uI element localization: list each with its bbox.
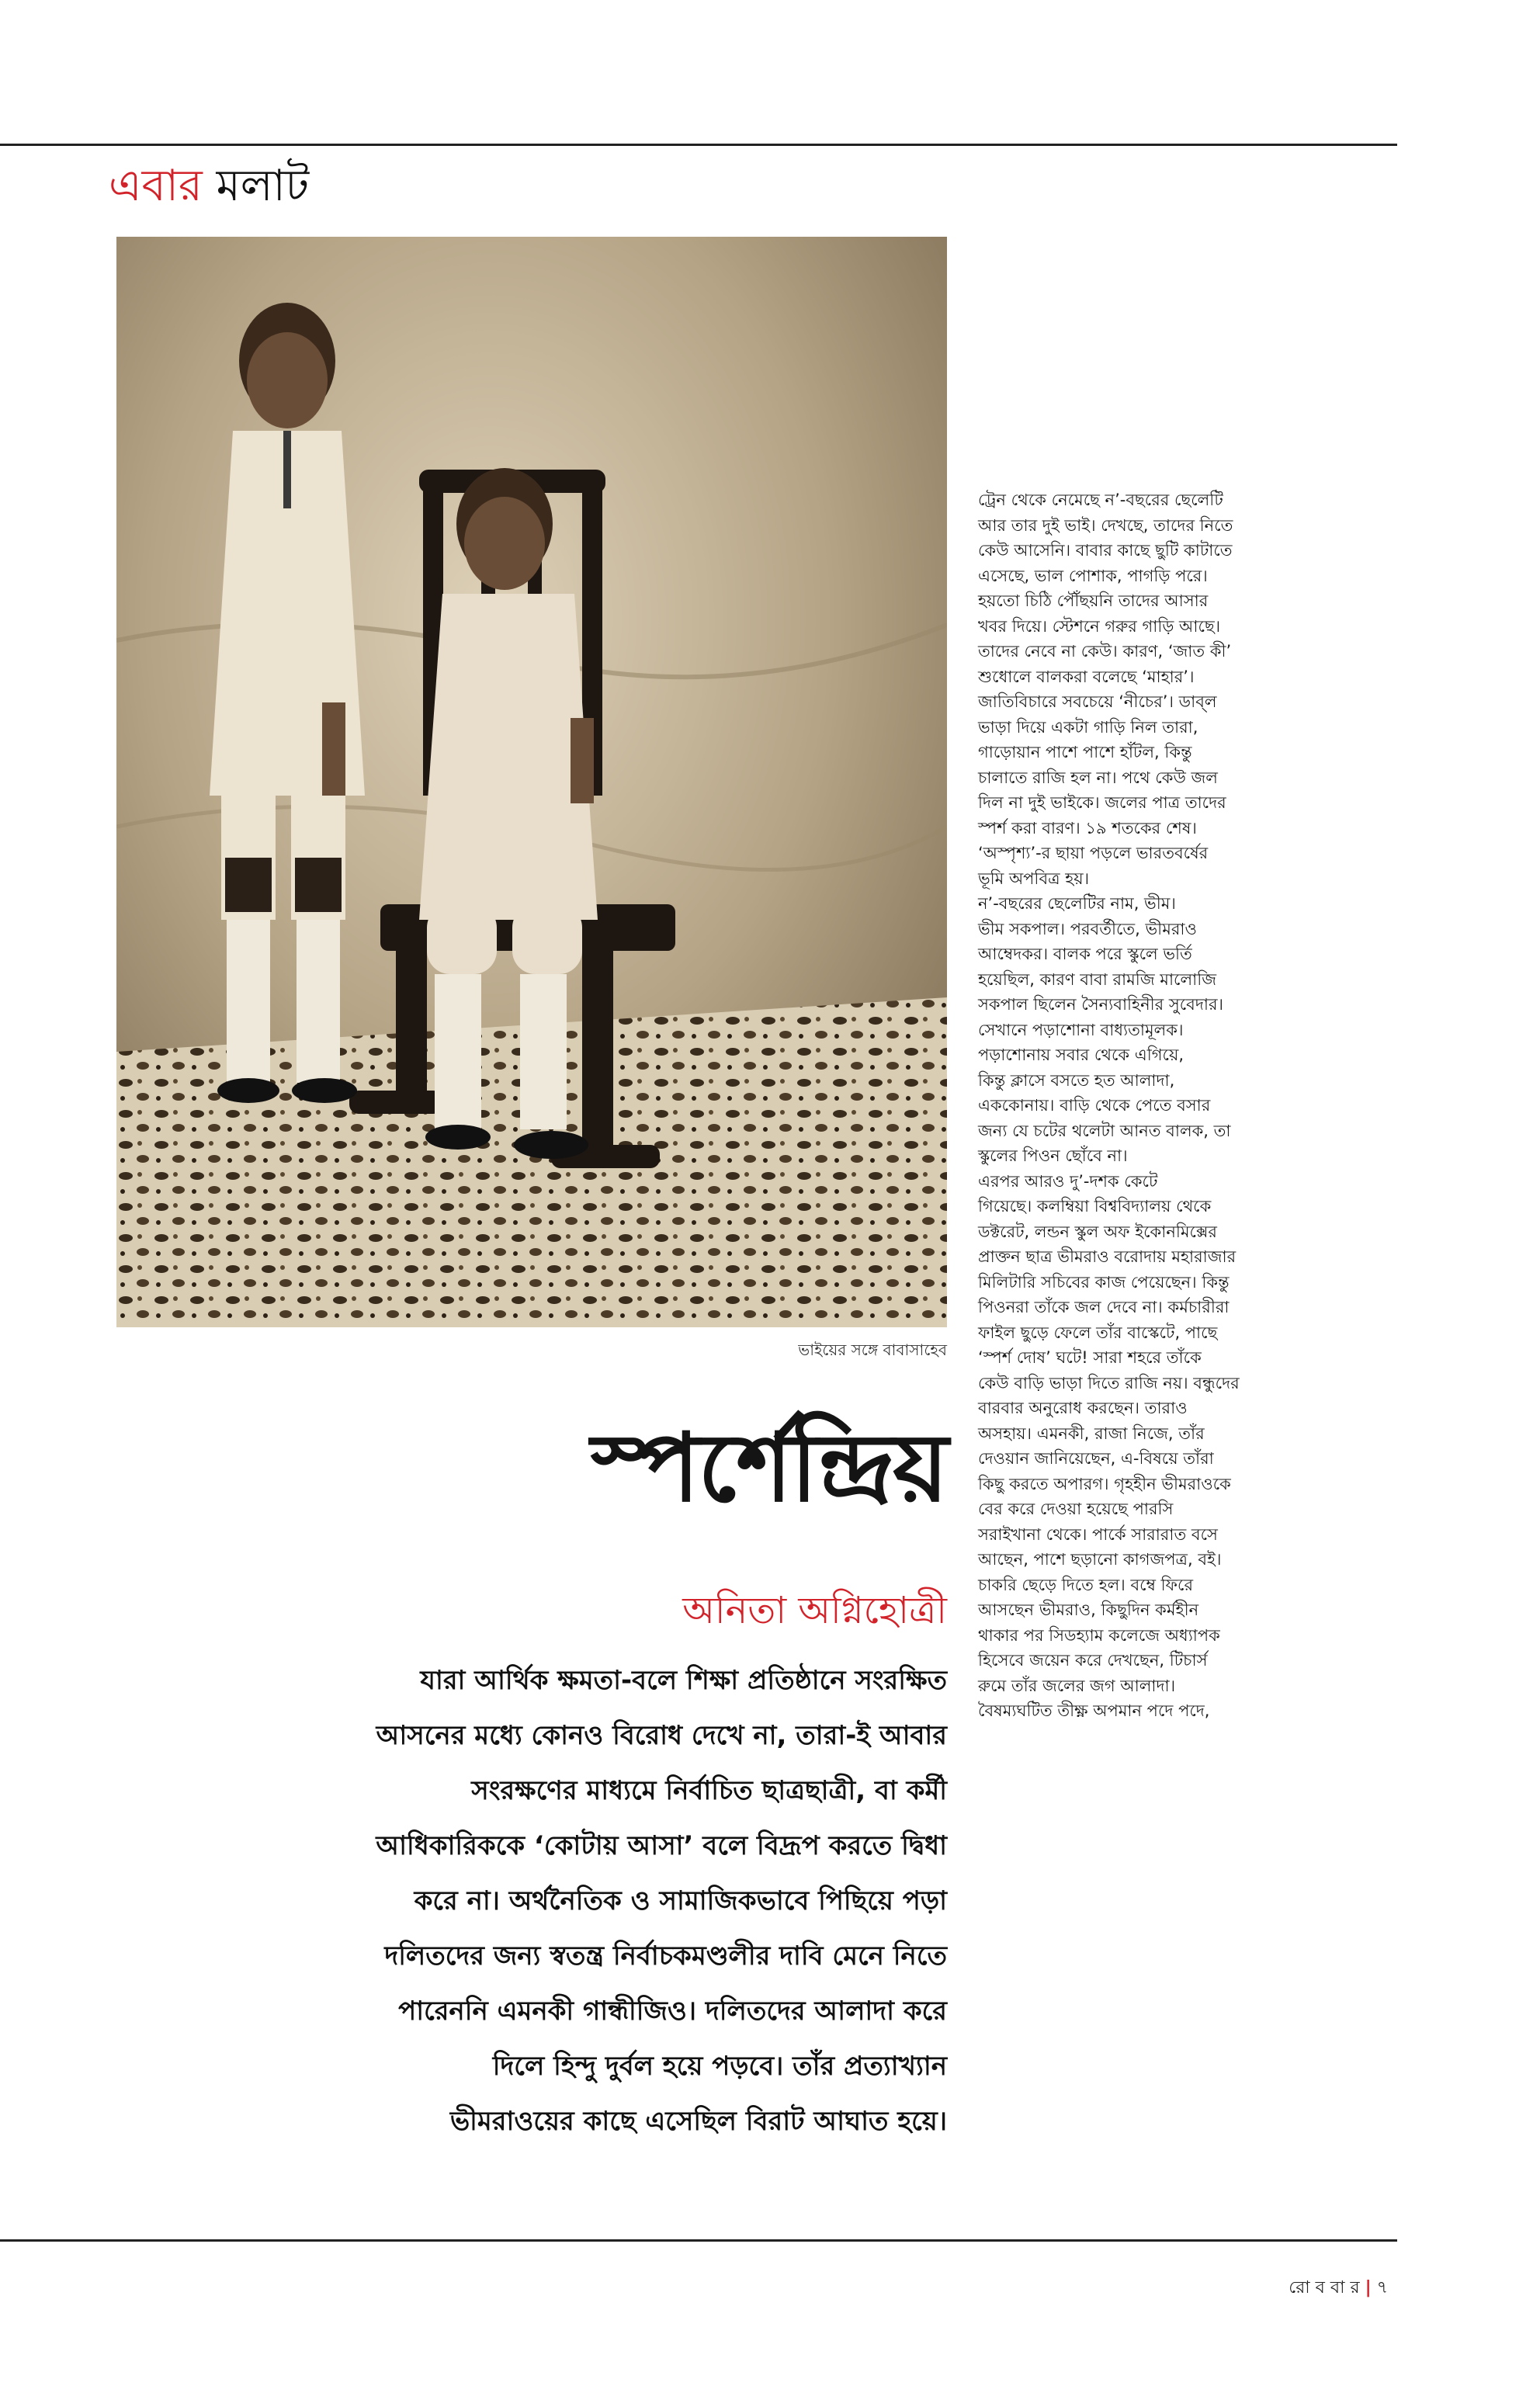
body-line: আর তার দুই ভাই। দেখছে, তাদের নিতে: [978, 515, 1233, 535]
body-line: বারবার অনুরোধ করছেন। তারাও: [978, 1399, 1188, 1417]
body-line: কিন্তু ক্লাসে বসতে হত আলাদা,: [978, 1070, 1175, 1090]
body-line: দিল না দুই ভাইকে। জলের পাত্র তাদের: [978, 793, 1226, 812]
section-name: মলাট: [216, 161, 310, 211]
article-title: স্পর্শেন্দ্রিয়: [591, 1411, 947, 1523]
standfirst-line: ভীমরাওয়ের কাছে এসেছিল বিরাট আঘাত হয়ে।: [449, 2106, 947, 2137]
body-line: পড়াশোনায় সবার থেকে এগিয়ে,: [978, 1046, 1184, 1064]
body-line: কেউ আসেনি। বাবার কাছে ছুটি কাটাতে: [978, 541, 1233, 560]
body-line: জাতিবিচারে সবচেয়ে ‘নীচের’। ডাব্‌ল: [978, 692, 1217, 711]
body-line: সরাইখানা থেকে। পার্কে সারারাত বসে: [978, 1524, 1218, 1544]
body-line: আসছেন ভীমরাও, কিছুদিন কর্মহীন: [978, 1601, 1199, 1619]
body-line: কেউ বাড়ি ভাড়া দিতে রাজি নয়। বন্ধুদের: [978, 1373, 1240, 1392]
body-line: হয়েছিল, কারণ বাবা রামজি মালোজি: [978, 969, 1217, 989]
body-line: এসেছে, ভাল পোশাক, পাগড়ি পরে।: [978, 566, 1208, 585]
footer-separator: |: [1365, 2278, 1372, 2298]
body-line: সেখানে পড়াশোনা বাধ্যতামূলক।: [978, 1020, 1184, 1039]
body-line: ‘অস্পৃশ্য’-র ছায়া পড়লে ভারতবর্ষের: [978, 844, 1209, 862]
body-line: বের করে দেওয়া হয়েছে পারসি: [978, 1500, 1174, 1518]
body-line: তাদের নেবে না কেউ। কারণ, ‘জাত কী’: [978, 642, 1232, 661]
body-line: সকপাল ছিলেন সৈন্যবাহিনীর সুবেদার।: [978, 995, 1224, 1014]
body-line: ‘স্পর্শ দোষ’ ঘটে! সারা শহরে তাঁকে: [978, 1348, 1202, 1367]
body-line: আছেন, পাশে ছড়ানো কাগজপত্র, বই।: [978, 1550, 1222, 1569]
page-number: ৭: [1376, 2278, 1388, 2298]
body-line: মিলিটারি সচিবের কাজ পেয়েছেন। কিন্তু: [978, 1272, 1230, 1292]
standfirst-line: পারেননি এমনকী গান্ধীজিও। দলিতদের আলাদা করে: [398, 1996, 947, 2027]
body-line: দেওয়ান জানিয়েছেন, এ-বিষয়ে তাঁরা: [978, 1449, 1214, 1468]
body-line: ভাড়া দিয়ে একটা গাড়ি নিল তারা,: [978, 717, 1198, 737]
magazine-name: রো ব বা র: [1289, 2278, 1360, 2298]
body-line: এরপর আরও দু’-দশক কেটে: [978, 1171, 1158, 1191]
bottom-rule: [0, 2239, 1397, 2242]
body-line: কিছু করতে অপারগ। গৃহহীন ভীমরাওকে: [978, 1474, 1231, 1493]
standfirst-line: দলিতদের জন্য স্বতন্ত্র নির্বাচকমণ্ডলীর দাবি মেনে নিতে: [384, 1940, 947, 1972]
section-highlight: এবার: [109, 161, 203, 211]
body-column: [978, 487, 1413, 1724]
body-line: থাকার পর সিডহ্যাম কলেজে অধ্যাপক: [978, 1625, 1220, 1645]
body-line: ভূমি অপবিত্র হয়।: [978, 869, 1090, 888]
body-line: গাড়োয়ান পাশে পাশে হাঁটল, কিন্তু: [978, 743, 1192, 761]
body-line: হিসেবে জয়েন করে দেখছেন, টিচার্স: [978, 1651, 1208, 1670]
body-line: প্রাক্তন ছাত্র ভীমরাও বরোদায় মহারাজার: [978, 1247, 1237, 1266]
author-name: অনিতা অগ্নিহোত্রী: [682, 1589, 947, 1632]
body-line: রুমে তাঁর জলের জগ আলাদা।: [978, 1676, 1176, 1695]
body-line: ন’-বছরের ছেলেটির নাম, ভীম।: [978, 894, 1176, 913]
body-line: ফাইল ছুড়ে ফেলে তাঁর বাস্কেটে, পাছে: [978, 1323, 1218, 1342]
body-line: চাকরি ছেড়ে দিতে হল। বম্বে ফিরে: [978, 1575, 1193, 1594]
body-line: আম্বেদকর। বালক পরে স্কুলে ভর্তি: [978, 945, 1192, 963]
body-line: গিয়েছে। কলম্বিয়া বিশ্ববিদ্যালয় থেকে: [978, 1197, 1212, 1216]
body-line: ডক্টরেট, লন্ডন স্কুল অফ ইকোনমিক্সের: [978, 1222, 1217, 1241]
body-line: খবর দিয়ে। স্টেশনে গরুর গাড়ি আছে।: [978, 616, 1221, 636]
body-line: শুধোলে বালকরা বলেছে ‘মাহার’।: [978, 667, 1195, 686]
standfirst-line: যারা আর্থিক ক্ষমতা-বলে শিক্ষা প্রতিষ্ঠানে সংরক্ষিত: [420, 1665, 947, 1696]
body-line: ভীম সকপাল। পরবর্তীতে, ভীমরাও: [978, 919, 1197, 938]
body-line: চালাতে রাজি হল না। পথে কেউ জল: [978, 768, 1218, 787]
standfirst-line: দিলে হিন্দু দুর্বল হয়ে পড়বে। তাঁর প্রত্যাখ্যান: [492, 2051, 947, 2082]
body-line: হয়তো চিঠি পৌঁছয়নি তাদের আসার: [978, 591, 1209, 610]
body-line: স্পর্শ করা বারণ। ১৯ শতকের শেষ।: [978, 818, 1197, 838]
body-line: ট্রেন থেকে নেমেছে ন’-বছরের ছেলেটি: [978, 491, 1223, 509]
body-line: অসহায়। এমনকী, রাজা নিজে, তাঁর: [978, 1424, 1205, 1443]
section-label: [109, 155, 309, 217]
photo-caption: ভাইয়ের সঙ্গে বাবাসাহেব: [798, 1340, 947, 1359]
body-line: বৈষম্যঘটিত তীক্ষ্ণ অপমান পদে পদে,: [978, 1701, 1210, 1720]
standfirst-line: সংরক্ষণের মাধ্যমে নির্বাচিত ছাত্রছাত্রী, বা কর্মী: [471, 1775, 947, 1806]
page-footer: [1289, 2274, 1388, 2303]
standfirst-line: আসনের মধ্যে কোনও বিরোধ দেখে না, তারা-ই আবার: [376, 1720, 947, 1751]
top-rule: [0, 144, 1397, 146]
standfirst-line: আধিকারিককে ‘কোটায় আসা’ বলে বিদ্রূপ করতে দ্বিধা: [376, 1830, 947, 1861]
body-line: পিওনরা তাঁকে জল দেবে না। কর্মচারীরা: [978, 1298, 1230, 1316]
body-line: জন্য যে চটের থলেটা আনত বালক, তা: [978, 1121, 1231, 1140]
standfirst-line: করে না। অর্থনৈতিক ও সামাজিকভাবে পিছিয়ে পড়া: [414, 1885, 947, 1916]
body-line: স্কুলের পিওন ছোঁবে না।: [978, 1146, 1128, 1165]
standfirst: [147, 1653, 947, 2149]
cover-photo: [116, 237, 947, 1327]
body-line: এককোনায়। বাড়ি থেকে পেতে বসার: [978, 1096, 1211, 1115]
